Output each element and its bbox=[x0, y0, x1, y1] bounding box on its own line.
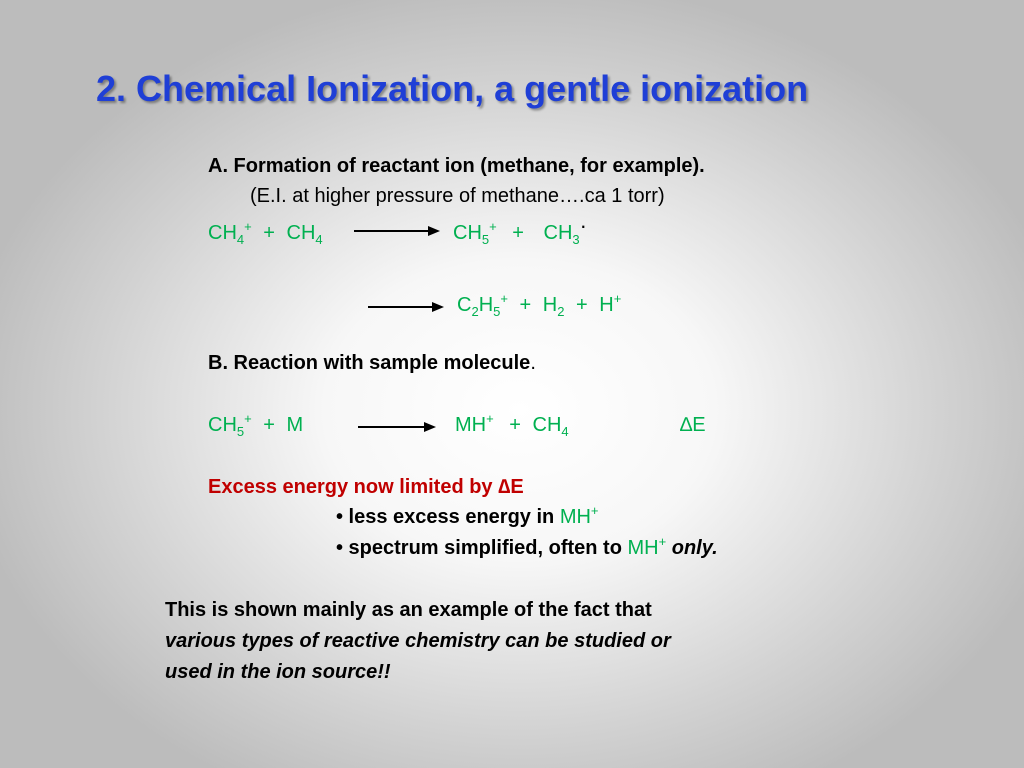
reaction-arrow-icon bbox=[356, 418, 438, 436]
reaction1-reactants bbox=[208, 219, 323, 247]
mh-ion: MH+ bbox=[559, 503, 599, 528]
reactant-neutral: $CH_4$ bbox=[286, 222, 323, 247]
reaction2-products bbox=[457, 291, 622, 319]
mh-ion: MH+ bbox=[627, 534, 667, 559]
section-a-subheading: (E.I. at higher pressure of methane….ca 1 torr) bbox=[250, 185, 665, 207]
methane: $CH_4$ bbox=[532, 414, 569, 439]
slide-title: 2. Chemical Ionization, a gentle ionization bbox=[96, 68, 809, 109]
plus-sign: + bbox=[519, 294, 532, 316]
note-line-1: This is shown mainly as an example of the fact that bbox=[165, 599, 652, 621]
excess-energy-label: Excess energy now limited by ∆E bbox=[208, 476, 524, 498]
reaction3-reactants bbox=[208, 411, 304, 439]
ethyl-cation: $C_2H_5^+$ bbox=[457, 291, 508, 319]
reaction-arrow-icon bbox=[366, 298, 446, 316]
reactant-ion: $CH_5^+$ bbox=[208, 411, 252, 439]
section-b-heading: B. Reaction with sample molecule. bbox=[208, 352, 536, 374]
hydrogen-molecule: $H_2$ bbox=[542, 294, 565, 319]
protonated-molecule: MH+ bbox=[455, 411, 494, 436]
proton: H+ bbox=[599, 291, 622, 316]
reactant-ion: $CH_4^+$ bbox=[208, 219, 252, 247]
product-radical: $CH_3^\cdot$ bbox=[543, 213, 587, 247]
reaction1-products bbox=[453, 213, 587, 247]
plus-sign: + bbox=[576, 294, 588, 316]
plus-sign: + bbox=[509, 414, 521, 436]
reaction3-products bbox=[455, 411, 569, 439]
bullet-spectrum-simplified: • spectrum simplified, often to MH+ only. bbox=[336, 534, 718, 559]
product-ion: $CH_5^+$ bbox=[453, 219, 497, 247]
bullet-less-excess: • less excess energy in MH+ bbox=[336, 503, 599, 528]
section-a-heading: A. Formation of reactant ion (methane, for example). bbox=[208, 155, 705, 177]
plus-sign: + bbox=[263, 414, 275, 436]
sample-molecule: M bbox=[286, 414, 304, 436]
note-line-2: various types of reactive chemistry can be studied or bbox=[165, 630, 671, 652]
plus-sign: + bbox=[263, 222, 275, 244]
note-line-3: used in the ion source!! bbox=[165, 661, 391, 683]
delta-energy: ∆E bbox=[680, 414, 706, 436]
plus-sign: + bbox=[512, 222, 524, 244]
reaction-arrow-icon bbox=[352, 222, 442, 240]
